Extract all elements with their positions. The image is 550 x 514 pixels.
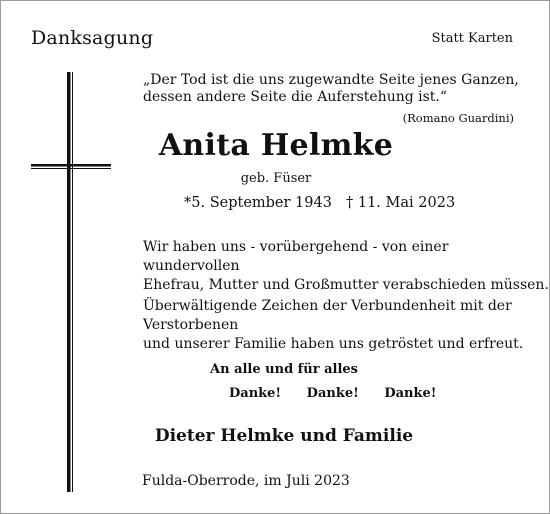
farewell-paragraph: Wir haben uns - vorübergehend - von einer wundervollen Ehefrau, Mutter und Großmutter verabschieden müssen. bbox=[143, 239, 549, 293]
family-signature: Dieter Helmke und Familie bbox=[154, 426, 414, 446]
gratitude-paragraph: Überwältigende Zeichen der Verbundenheit mit der Verstorbenen und unserer Familie haben uns getröstet und erfreut. bbox=[143, 298, 524, 352]
thanks-line: An alle und für alles bbox=[210, 362, 358, 377]
danke-text: Danke! bbox=[306, 386, 359, 401]
notice-title: Danksagung bbox=[31, 27, 154, 49]
danke-row bbox=[229, 386, 457, 401]
danke-text: Danke! bbox=[384, 386, 437, 401]
place-date: Fulda-Oberrode, im Juli 2023 bbox=[142, 473, 350, 489]
deceased-name: Anita Helmke bbox=[158, 128, 394, 163]
birth-date: *5. September 1943 bbox=[184, 195, 332, 211]
danke-text: Danke! bbox=[229, 386, 282, 401]
quote-author: (Romano Guardini) bbox=[402, 111, 514, 125]
header-note: Statt Karten bbox=[431, 31, 513, 46]
maiden-name: geb. Füser bbox=[240, 171, 312, 186]
quote-text: „Der Tod ist die uns zugewandte Seite jenes Ganzen, dessen andere Seite die Auferstehung ist.“ bbox=[143, 72, 519, 105]
death-date: † 11. Mai 2023 bbox=[346, 195, 456, 211]
